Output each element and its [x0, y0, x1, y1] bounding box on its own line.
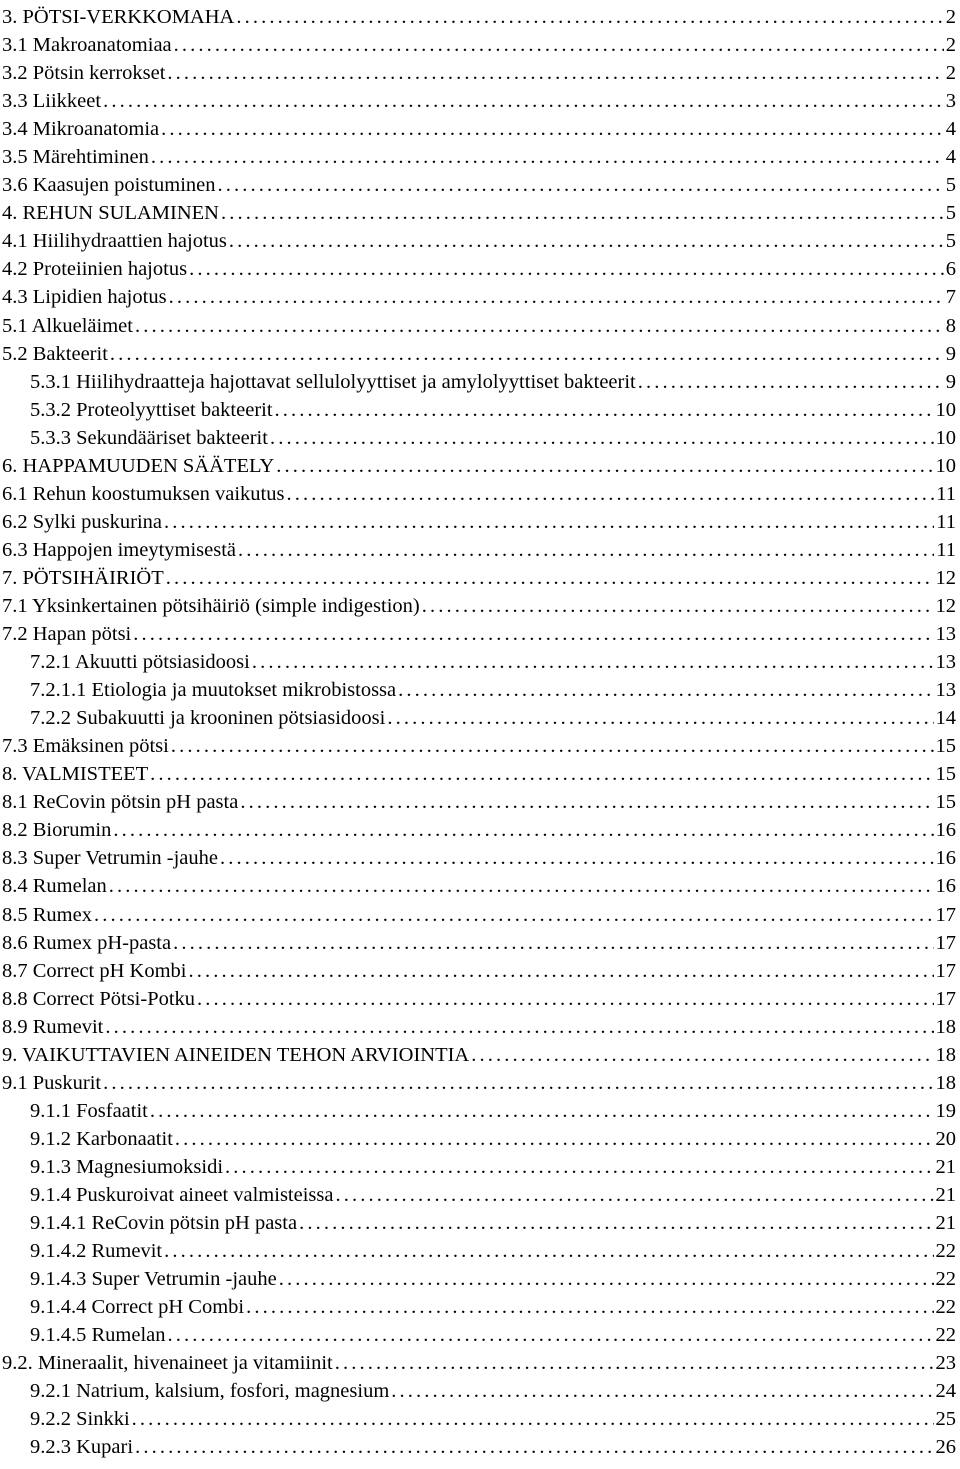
toc-page-number: 23	[935, 1352, 956, 1375]
toc-page-number: 18	[935, 1015, 956, 1038]
toc-entry-9[interactable]	[0, 255, 960, 283]
toc-entry-title: 3.3 Liikkeet	[2, 90, 102, 113]
toc-page-number: 17	[935, 959, 956, 982]
toc-dot-leader	[133, 620, 933, 648]
toc-entry-50[interactable]	[0, 1405, 960, 1433]
toc-entry-title: 4.1 Hiilihydraattien hajotus	[2, 230, 227, 253]
toc-page-number: 10	[935, 398, 956, 421]
toc-page-number: 10	[935, 426, 956, 449]
toc-entry-15[interactable]	[0, 424, 960, 452]
toc-entry-title: 7.2.1 Akuutti pötsiasidoosi	[30, 651, 250, 674]
toc-entry-43[interactable]	[0, 1209, 960, 1237]
toc-dot-leader	[246, 1293, 933, 1321]
toc-page-number: 22	[935, 1296, 956, 1319]
toc-dot-leader	[103, 1069, 933, 1097]
toc-dot-leader	[188, 957, 933, 985]
toc-page-number: 4	[945, 146, 956, 169]
toc-entry-title: 8.1 ReCovin pötsin pH pasta	[2, 791, 239, 814]
toc-dot-leader	[164, 1237, 933, 1265]
toc-page-number: 5	[945, 174, 956, 197]
toc-entry-title: 4. REHUN SULAMINEN	[2, 202, 219, 225]
toc-entry-title: 5.1 Alkueläimet	[2, 314, 133, 337]
toc-entry-title: 8.2 Biorumin	[2, 819, 112, 842]
toc-entry-title: 8.7 Correct pH Kombi	[2, 959, 187, 982]
toc-dot-leader	[161, 115, 944, 143]
toc-dot-leader	[94, 901, 934, 929]
toc-entry-title: 9.2.3 Kupari	[30, 1436, 134, 1459]
toc-dot-leader	[335, 1181, 933, 1209]
toc-page-number: 17	[935, 931, 956, 954]
toc-dot-leader	[218, 171, 944, 199]
toc-dot-leader	[638, 368, 944, 396]
toc-entry-title: 9.1.4.4 Correct pH Combi	[30, 1296, 245, 1319]
toc-entry-7[interactable]	[0, 199, 960, 227]
toc-page-number: 21	[935, 1155, 956, 1178]
toc-page-number: 24	[935, 1380, 956, 1403]
toc-entry-title: 7.3 Emäksinen pötsi	[2, 735, 169, 758]
toc-dot-leader	[135, 312, 944, 340]
toc-page-number: 15	[935, 763, 956, 786]
toc-entry-title: 3.4 Mikroanatomia	[2, 118, 160, 141]
toc-dot-leader	[173, 929, 933, 957]
toc-entry-51[interactable]	[0, 1433, 960, 1461]
toc-entry-title: 8. VALMISTEET	[2, 763, 149, 786]
toc-dot-leader	[113, 816, 933, 844]
toc-entry-title: 7.1 Yksinkertainen pötsihäiriö (simple indigestion)	[2, 594, 420, 617]
toc-entry-title: 5.3.3 Sekundääriset bakteerit	[30, 426, 268, 449]
toc-page-number: 25	[935, 1408, 956, 1431]
toc-dot-leader	[225, 1153, 933, 1181]
toc-dot-leader	[387, 704, 933, 732]
toc-entry-title: 9.1.4.5 Rumelan	[30, 1324, 166, 1347]
toc-page-number: 13	[935, 651, 956, 674]
toc-page-number: 22	[935, 1324, 956, 1347]
toc-page-number: 26	[935, 1436, 956, 1459]
toc-dot-leader	[109, 872, 934, 900]
toc-page-number: 22	[935, 1240, 956, 1263]
toc-entry-1[interactable]	[0, 31, 960, 59]
toc-entry-title: 9.1.4.2 Rumevit	[30, 1240, 163, 1263]
toc-entry-41[interactable]	[0, 1153, 960, 1181]
toc-entry-title: 9.1.3 Magnesiumoksidi	[30, 1155, 224, 1178]
toc-entry-21[interactable]	[0, 592, 960, 620]
toc-entry-title: 9.2.1 Natrium, kalsium, fosfori, magnesium	[30, 1380, 390, 1403]
toc-entry-title: 8.3 Super Vetrumin -jauhe	[2, 847, 218, 870]
toc-entry-19[interactable]	[0, 536, 960, 564]
toc-page-number: 2	[945, 62, 956, 85]
toc-entry-title: 9.2.2 Sinkki	[30, 1408, 130, 1431]
toc-entry-48[interactable]	[0, 1349, 960, 1377]
toc-dot-leader	[105, 1013, 933, 1041]
toc-entry-37[interactable]	[0, 1041, 960, 1069]
toc-entry-3[interactable]	[0, 87, 960, 115]
toc-entry-12[interactable]	[0, 340, 960, 368]
toc-entry-title: 8.9 Rumevit	[2, 1015, 104, 1038]
toc-dot-leader	[171, 732, 934, 760]
toc-page-number: 17	[935, 903, 956, 926]
toc-entry-title: 3. PÖTSI-VERKKOMAHA	[2, 6, 235, 28]
toc-dot-leader	[279, 1265, 934, 1293]
toc-entry-42[interactable]	[0, 1181, 960, 1209]
toc-entry-title: 9.2. Mineraalit, hivenaineet ja vitamiinit	[2, 1352, 333, 1375]
toc-entry-34[interactable]	[0, 957, 960, 985]
toc-dot-leader	[229, 227, 944, 255]
toc-entry-16[interactable]	[0, 452, 960, 480]
toc-entry-title: 9.1.2 Karbonaatit	[30, 1127, 173, 1150]
toc-dot-leader	[175, 1125, 934, 1153]
toc-dot-leader	[189, 255, 944, 283]
toc-entry-35[interactable]	[0, 985, 960, 1013]
toc-page-number: 10	[935, 454, 956, 477]
toc-page-number: 11	[936, 510, 956, 533]
toc-page-number: 16	[935, 875, 956, 898]
toc-entry-2[interactable]	[0, 59, 960, 87]
toc-dot-leader	[252, 648, 934, 676]
toc-page-number: 13	[935, 623, 956, 646]
toc-entry-title: 4.2 Proteiinien hajotus	[2, 258, 188, 281]
toc-entry-title: 8.8 Correct Pötsi-Potku	[2, 987, 196, 1010]
toc-dot-leader	[238, 536, 934, 564]
toc-page-number: 20	[935, 1127, 956, 1150]
toc-dot-leader	[270, 424, 934, 452]
toc-dot-leader	[299, 1209, 933, 1237]
toc-entry-title: 7.2.2 Subakuutti ja krooninen pötsiasidoosi	[30, 707, 386, 730]
toc-entry-title: 5.3.1 Hiilihydraatteja hajottavat sellulolyyttiset ja amylolyyttiset bakteerit	[30, 370, 636, 393]
toc-dot-leader	[236, 3, 943, 31]
toc-entry-title: 8.4 Rumelan	[2, 875, 107, 898]
toc-page-number: 5	[945, 230, 956, 253]
toc-entry-18[interactable]	[0, 508, 960, 536]
toc-dot-leader	[132, 1405, 934, 1433]
toc-entry-22[interactable]	[0, 620, 960, 648]
toc-page-number: 12	[935, 594, 956, 617]
toc-entry-title: 3.2 Pötsin kerrokset	[2, 62, 166, 85]
toc-dot-leader	[167, 59, 943, 87]
toc-entry-24[interactable]	[0, 676, 960, 704]
toc-entry-title: 3.1 Makroanatomiaa	[2, 34, 172, 57]
toc-entry-title: 9.1.4.3 Super Vetrumin -jauhe	[30, 1268, 277, 1291]
toc-dot-leader	[391, 1377, 933, 1405]
toc-page-number: 6	[945, 258, 956, 281]
toc-page-number: 11	[936, 482, 956, 505]
toc-entry-title: 6. HAPPAMUUDEN SÄÄTELY	[2, 454, 275, 477]
toc-entry-39[interactable]	[0, 1097, 960, 1125]
toc-page-number: 19	[935, 1099, 956, 1122]
toc-page-number: 9	[945, 370, 956, 393]
toc-entry-title: 6.1 Rehun koostumuksen vaikutus	[2, 482, 285, 505]
toc-page-number: 15	[935, 735, 956, 758]
toc-entry-4[interactable]	[0, 115, 960, 143]
toc-entry-title: 5.3.2 Proteolyyttiset bakteerit	[30, 398, 273, 421]
toc-dot-leader	[398, 676, 933, 704]
toc-entry-40[interactable]	[0, 1125, 960, 1153]
toc-dot-leader	[168, 1321, 934, 1349]
toc-entry-title: 7. PÖTSIHÄIRIÖT	[2, 566, 164, 589]
toc-dot-leader	[135, 1433, 933, 1461]
toc-dot-leader	[240, 788, 933, 816]
toc-page-number: 17	[935, 987, 956, 1010]
toc-entry-title: 3.5 Märehtiminen	[2, 146, 149, 169]
toc-entry-33[interactable]	[0, 929, 960, 957]
toc-entry-38[interactable]	[0, 1069, 960, 1097]
toc-page-number: 13	[935, 679, 956, 702]
toc-entry-title: 6.2 Sylki puskurina	[2, 510, 163, 533]
toc-entry-title: 9.1.4 Puskuroivat aineet valmisteissa	[30, 1183, 334, 1206]
toc-page-number: 16	[935, 847, 956, 870]
toc-entry-title: 4.3 Lipidien hajotus	[2, 286, 167, 309]
toc-entry-title: 9.1 Puskurit	[2, 1071, 102, 1094]
toc-dot-leader	[276, 452, 933, 480]
toc-dot-leader	[335, 1349, 934, 1377]
toc-entry-title: 5.2 Bakteerit	[2, 342, 108, 365]
toc-page-number: 3	[945, 90, 956, 113]
toc-page-number: 16	[935, 819, 956, 842]
toc-entry-17[interactable]	[0, 480, 960, 508]
toc-dot-leader	[174, 31, 944, 59]
toc-page-number: 18	[935, 1043, 956, 1066]
toc-entry-13[interactable]	[0, 368, 960, 396]
toc-dot-leader	[169, 283, 944, 311]
toc-entry-30[interactable]	[0, 844, 960, 872]
toc-entry-title: 6.3 Happojen imeytymisestä	[2, 538, 236, 561]
toc-dot-leader	[220, 844, 934, 872]
toc-page-number: 21	[935, 1212, 956, 1235]
toc-entry-46[interactable]	[0, 1293, 960, 1321]
toc-dot-leader	[150, 760, 933, 788]
toc-page-number: 12	[935, 566, 956, 589]
toc-page-number: 22	[935, 1268, 956, 1291]
toc-entry-title: 7.2 Hapan pötsi	[2, 623, 132, 646]
toc-dot-leader	[164, 508, 934, 536]
toc-entry-0[interactable]	[0, 3, 960, 31]
toc-entry-27[interactable]	[0, 760, 960, 788]
toc-entry-32[interactable]	[0, 901, 960, 929]
toc-entry-6[interactable]	[0, 171, 960, 199]
toc-page-number: 7	[945, 286, 956, 309]
toc-entry-28[interactable]	[0, 788, 960, 816]
toc-page-number: 5	[945, 202, 956, 225]
toc-dot-leader	[103, 87, 944, 115]
toc-entry-5[interactable]	[0, 143, 960, 171]
toc-entry-36[interactable]	[0, 1013, 960, 1041]
toc-page-number: 18	[935, 1071, 956, 1094]
toc-dot-leader	[471, 1041, 933, 1069]
toc-page-number: 15	[935, 791, 956, 814]
toc-page-number: 11	[936, 538, 956, 561]
toc-page-number: 21	[935, 1183, 956, 1206]
toc-entry-47[interactable]	[0, 1321, 960, 1349]
toc-dot-leader	[221, 199, 944, 227]
toc-dot-leader	[422, 592, 934, 620]
toc-entry-title: 9. VAIKUTTAVIEN AINEIDEN TEHON ARVIOINTIA	[2, 1043, 470, 1066]
toc-entry-10[interactable]	[0, 283, 960, 311]
toc-entry-23[interactable]	[0, 648, 960, 676]
toc-entry-20[interactable]	[0, 564, 960, 592]
toc-entry-title: 3.6 Kaasujen poistuminen	[2, 174, 216, 197]
toc-dot-leader	[150, 1097, 934, 1125]
toc-dot-leader	[110, 340, 944, 368]
toc-entry-31[interactable]	[0, 872, 960, 900]
toc-entry-26[interactable]	[0, 732, 960, 760]
table-of-contents	[0, 3, 960, 1461]
toc-page-number: 2	[945, 34, 956, 57]
toc-entry-25[interactable]	[0, 704, 960, 732]
toc-dot-leader	[151, 143, 944, 171]
toc-entry-11[interactable]	[0, 312, 960, 340]
toc-entry-title: 7.2.1.1 Etiologia ja muutokset mikrobistossa	[30, 679, 397, 702]
toc-entry-title: 8.6 Rumex pH-pasta	[2, 931, 172, 954]
toc-entry-title: 9.1.4.1 ReCovin pötsin pH pasta	[30, 1212, 298, 1235]
toc-entry-49[interactable]	[0, 1377, 960, 1405]
toc-page-number: 8	[945, 314, 956, 337]
toc-entry-44[interactable]	[0, 1237, 960, 1265]
toc-dot-leader	[197, 985, 933, 1013]
toc-page-number: 14	[935, 707, 956, 730]
toc-dot-leader	[166, 564, 934, 592]
toc-dot-leader	[286, 480, 934, 508]
toc-page-number: 2	[945, 6, 956, 28]
toc-entry-14[interactable]	[0, 396, 960, 424]
toc-page-number: 4	[945, 118, 956, 141]
toc-entry-title: 8.5 Rumex	[2, 903, 92, 926]
toc-page-number: 9	[945, 342, 956, 365]
toc-entry-title: 9.1.1 Fosfaatit	[30, 1099, 148, 1122]
toc-dot-leader	[275, 396, 934, 424]
toc-entry-45[interactable]	[0, 1265, 960, 1293]
toc-entry-29[interactable]	[0, 816, 960, 844]
toc-entry-8[interactable]	[0, 227, 960, 255]
